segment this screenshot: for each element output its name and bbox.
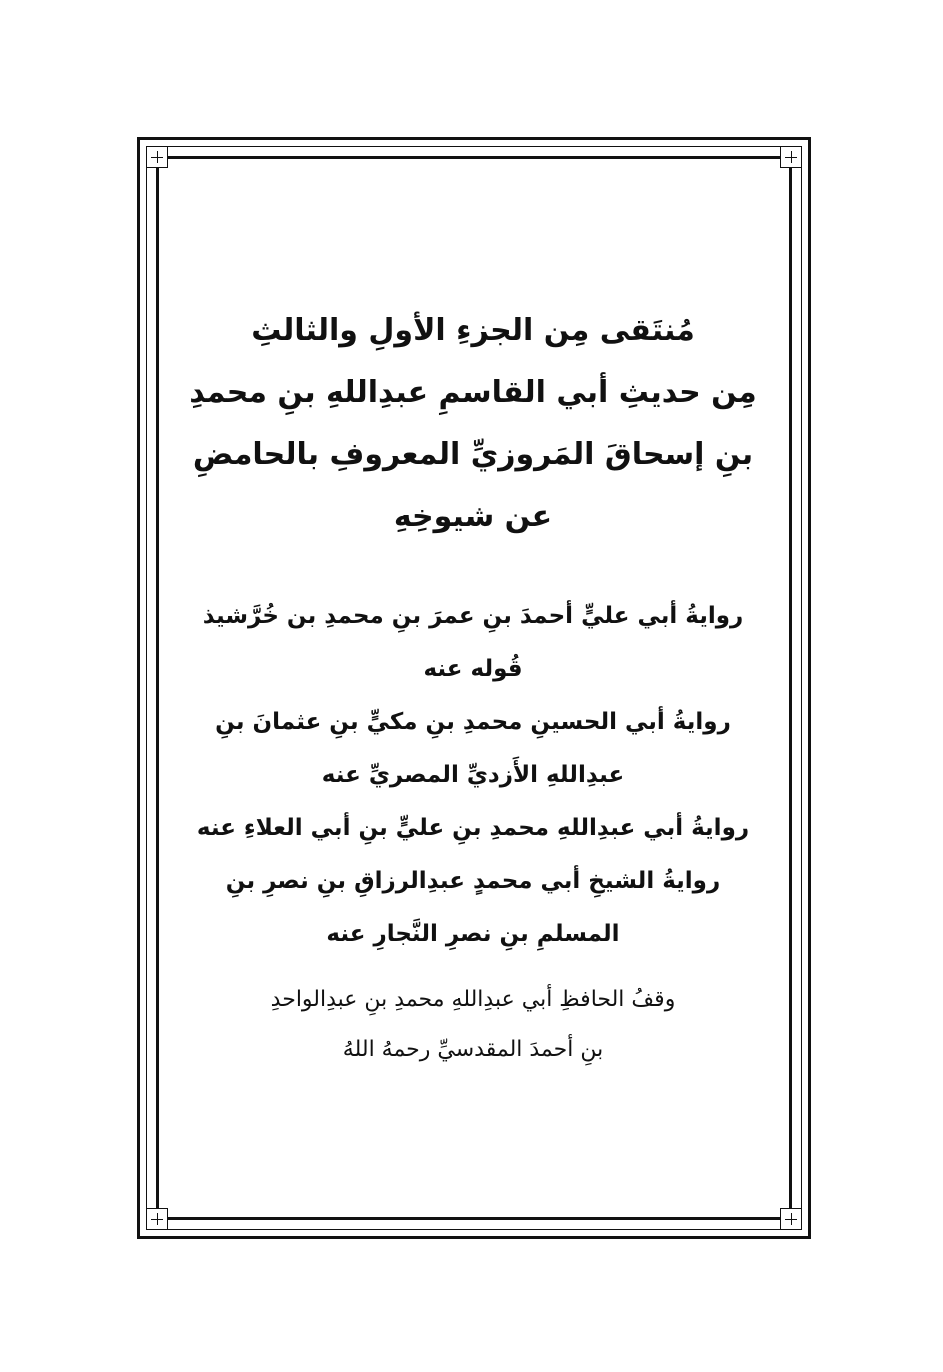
corner-ornament-top-right bbox=[780, 146, 802, 168]
endowment-note bbox=[170, 975, 776, 1075]
corner-ornament-top-left bbox=[146, 146, 168, 168]
chain-line: روايةُ أبي الحسينِ محمدِ بنِ مكيٍّ بنِ عثمانَ بنِ bbox=[215, 709, 731, 735]
book-title bbox=[170, 300, 776, 548]
corner-ornament-bottom-left bbox=[146, 1208, 168, 1230]
chain-line: قُوله عنه bbox=[423, 656, 523, 682]
endowment-line: وقفُ الحافظِ أبي عبدِاللهِ محمدِ بنِ عبدِالواحدِ bbox=[270, 987, 676, 1012]
title-line: مُنتَقى مِن الجزءِ الأولِ والثالثِ bbox=[251, 313, 695, 348]
chain-line: المسلمِ بنِ نصرِ النَّجارِ عنه bbox=[326, 921, 620, 947]
chain-line: روايةُ أبي عليٍّ أحمدَ بنِ عمرَ بنِ محمدِ بن خُرَّشيذ bbox=[202, 603, 744, 629]
transmission-chain bbox=[170, 590, 776, 961]
title-line: بنِ إسحاقَ المَروزيِّ المعروفِ بالحامضِ bbox=[192, 437, 754, 472]
title-line: مِن حديثِ أبي القاسمِ عبدِاللهِ بنِ محمدِ bbox=[189, 375, 757, 410]
chain-line: روايةُ الشيخِ أبي محمدٍ عبدِالرزاقِ بنِ نصرِ بنِ bbox=[225, 868, 721, 894]
chain-line: روايةُ أبي عبدِاللهِ محمدِ بنِ عليٍّ بنِ أبي العلاءِ عنه bbox=[196, 815, 750, 841]
corner-ornament-bottom-right bbox=[780, 1208, 802, 1230]
title-page-content bbox=[170, 300, 776, 1075]
endowment-line: بنِ أحمدَ المقدسيِّ رحمهُ اللهُ bbox=[342, 1037, 604, 1062]
title-line: عن شيوخِهِ bbox=[393, 499, 553, 534]
chain-line: عبدِاللهِ الأَزديِّ المصريِّ عنه bbox=[321, 762, 625, 788]
